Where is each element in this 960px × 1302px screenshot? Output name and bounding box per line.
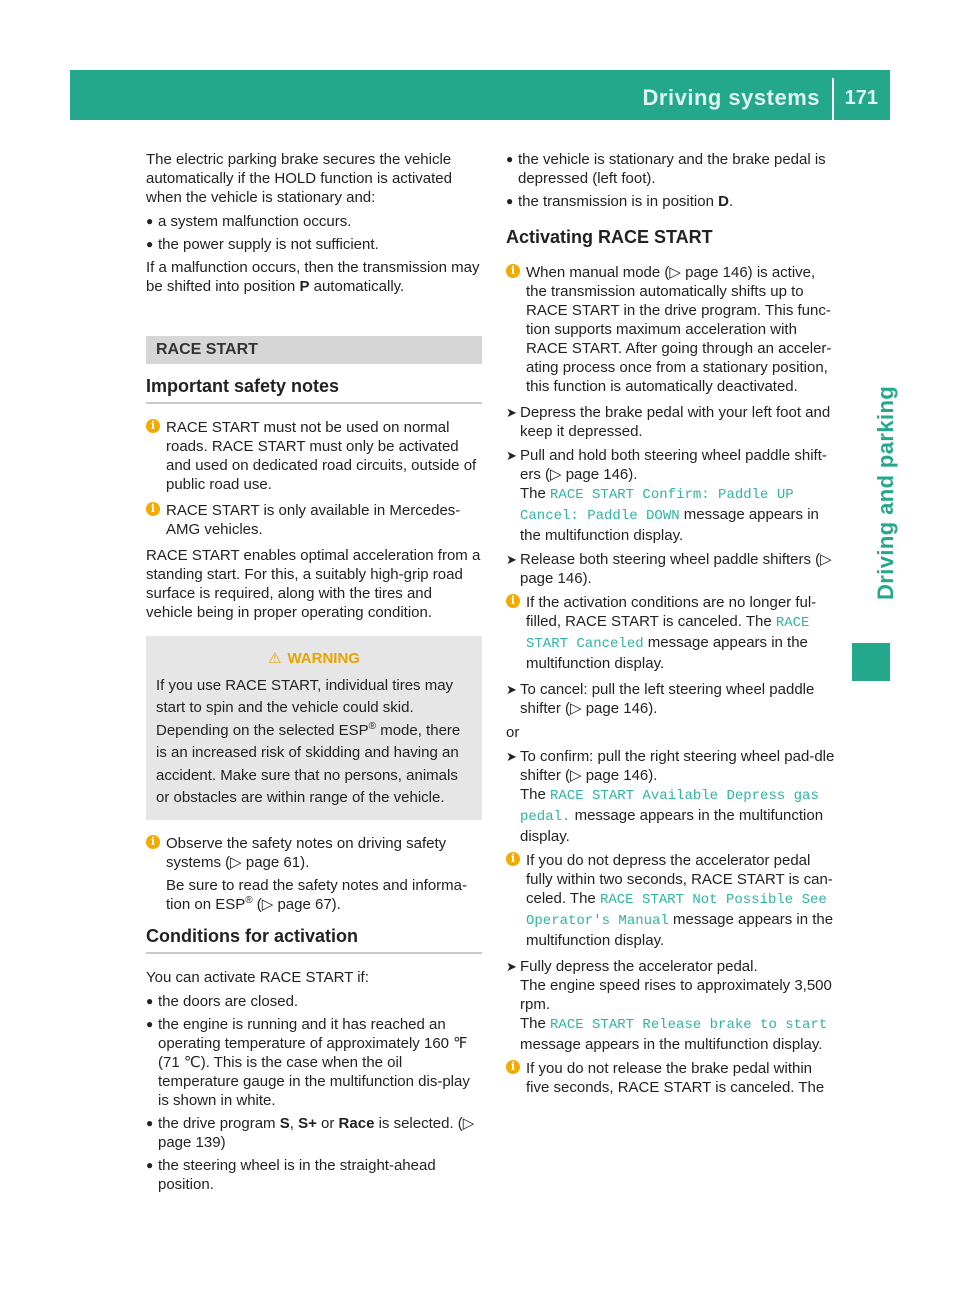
list-item: ● the drive program S, S+ or Race is selected. (▷ page 139): [146, 1114, 475, 1151]
display-message: RACE START Not Possible See Operator's Manual: [526, 892, 827, 929]
conditions-intro: You can activate RACE START if:: [146, 968, 369, 986]
info-icon: i: [506, 1060, 520, 1074]
list-item: ● the transmission is in position D.: [506, 193, 734, 210]
warning-box: [146, 636, 482, 820]
warning-triangle-icon: ⚠: [268, 650, 282, 667]
info-icon: i: [506, 594, 520, 608]
step-arrow-icon: ➤: [506, 448, 517, 463]
instruction-step: ➤ Release both steering wheel paddle shifters (▷ page 146).: [506, 551, 832, 587]
info-note: i If the activation conditions are no longer ful-filled, RACE START is canceled. The RACE START Canceled message appears in the multifunction display.: [506, 593, 836, 673]
bullet-icon: ●: [146, 1115, 154, 1130]
left-column: [146, 150, 482, 1198]
display-message: RACE START Canceled: [526, 615, 810, 652]
enable-paragraph: RACE START enables optimal acceleration from a standing start. For this, a suitably high-grip road surface is required, along with the tires and vehicle being in proper operating condition.: [146, 547, 481, 621]
conditions-heading: Conditions for activation: [146, 924, 482, 954]
bullet-icon: ●: [146, 237, 154, 251]
list-item: ● the doors are closed.: [146, 992, 299, 1010]
info-icon: i: [506, 852, 520, 866]
bullet-icon: ●: [146, 1016, 154, 1031]
info-note: i RACE START must not be used on normal roads. RACE START must only be activated and used on dedicated road circuits, outside of public road use.: [146, 418, 482, 494]
section-banner: RACE START: [146, 336, 482, 364]
list-item: ● a system malfunction occurs.: [146, 213, 352, 230]
bullet-icon: ●: [506, 194, 514, 208]
info-note: i When manual mode (▷ page 146) is active, the transmission automatically shifts up to RACE START in the drive program. This func-tion supports maximum acceleration with RACE START. After going through an acceler-ating process once from a stationary position, this function is automatically deactivated.: [506, 263, 836, 396]
chapter-marker: [852, 643, 890, 681]
bullet-icon: ●: [506, 152, 514, 166]
info-icon: i: [146, 419, 160, 433]
intro-paragraph: The electric parking brake secures the vehicle automatically if the HOLD function is activated when the vehicle is stationary and:: [146, 151, 452, 206]
info-note: i If you do not release the brake pedal within five seconds, RACE START is canceled. The: [506, 1059, 836, 1097]
info-note: i If you do not depress the accelerator pedal fully within two seconds, RACE START is can-celed. The RACE START Not Possible See Operator's Manual message appears in the multifunction display.: [506, 851, 836, 950]
instruction-step: ➤ To confirm: pull the right steering wheel pad-dle shifter (▷ page 146). The RACE START Available Depress gas pedal. message appears in the multifunction display.: [506, 748, 835, 845]
display-message: RACE START Confirm: Paddle UP Cancel: Paddle DOWN: [520, 487, 794, 524]
intro-tail: If a malfunction occurs, then the transmission may be shifted into position P automatically.: [146, 259, 480, 295]
step-arrow-icon: ➤: [506, 405, 517, 420]
list-item: ● the engine is running and it has reached an operating temperature of approximately 160 ℉ (71 ℃). This is the case when the oil temperature gauge in the multifunction dis-play is shown in white.: [146, 1015, 470, 1109]
step-arrow-icon: ➤: [506, 749, 517, 764]
page-number: 171: [844, 87, 878, 109]
info-icon: i: [506, 264, 520, 278]
display-message: RACE START Release brake to start: [550, 1017, 828, 1033]
or-label: or: [506, 724, 520, 741]
right-column: [506, 150, 836, 1104]
list-item: ● the steering wheel is in the straight-ahead position.: [146, 1156, 436, 1193]
bullet-icon: ●: [146, 993, 154, 1008]
header-divider: [832, 78, 834, 120]
info-note: i Observe the safety notes on driving safety systems (▷ page 61). Be sure to read the safety notes and informa-tion on ESP® (▷ page 67).: [146, 834, 482, 914]
warning-line: If you use RACE START, individual tires may start to spin and the vehicle could skid.: [156, 676, 454, 716]
instruction-step: ➤ Depress the brake pedal with your left foot and keep it depressed.: [506, 404, 831, 440]
chapter-tab-label: Driving and parking: [873, 385, 898, 600]
chapter-tab: [852, 310, 898, 610]
list-item: ● the power supply is not sufficient.: [146, 236, 379, 253]
step-arrow-icon: ➤: [506, 959, 517, 974]
bullet-icon: ●: [146, 214, 154, 228]
instruction-step: ➤ Pull and hold both steering wheel paddle shift-ers (▷ page 146). The RACE START Confirm: Paddle UP Cancel: Paddle DOWN message appears in the multifunction display.: [506, 447, 827, 544]
list-item: ● the vehicle is stationary and the brake pedal is depressed (left foot).: [506, 151, 826, 187]
instruction-step: ➤ Fully depress the accelerator pedal. The engine speed rises to approximately 3,500 rpm. The RACE START Release brake to start message appears in the multifunction display.: [506, 958, 832, 1053]
warning-title: ⚠ WARNING: [156, 648, 472, 671]
info-icon: i: [146, 502, 160, 516]
instruction-step: ➤ To cancel: pull the left steering wheel paddle shifter (▷ page 146).: [506, 681, 815, 717]
info-icon: i: [146, 835, 160, 849]
step-arrow-icon: ➤: [506, 552, 517, 567]
header-title: Driving systems: [642, 85, 820, 110]
safety-heading: Important safety notes: [146, 374, 482, 404]
warning-line: Depending on the selected ESP® mode, there is an increased risk of skidding and having an accident. Make sure that no persons, animals or obstacles are within range of the vehicle.: [156, 720, 461, 806]
page-header: [70, 70, 890, 120]
display-message: RACE START Available Depress gas pedal.: [520, 788, 819, 825]
bullet-icon: ●: [146, 1157, 154, 1172]
info-note: i RACE START is only available in Mercedes-AMG vehicles.: [146, 501, 482, 539]
activating-heading: Activating RACE START: [506, 227, 713, 247]
step-arrow-icon: ➤: [506, 682, 517, 697]
